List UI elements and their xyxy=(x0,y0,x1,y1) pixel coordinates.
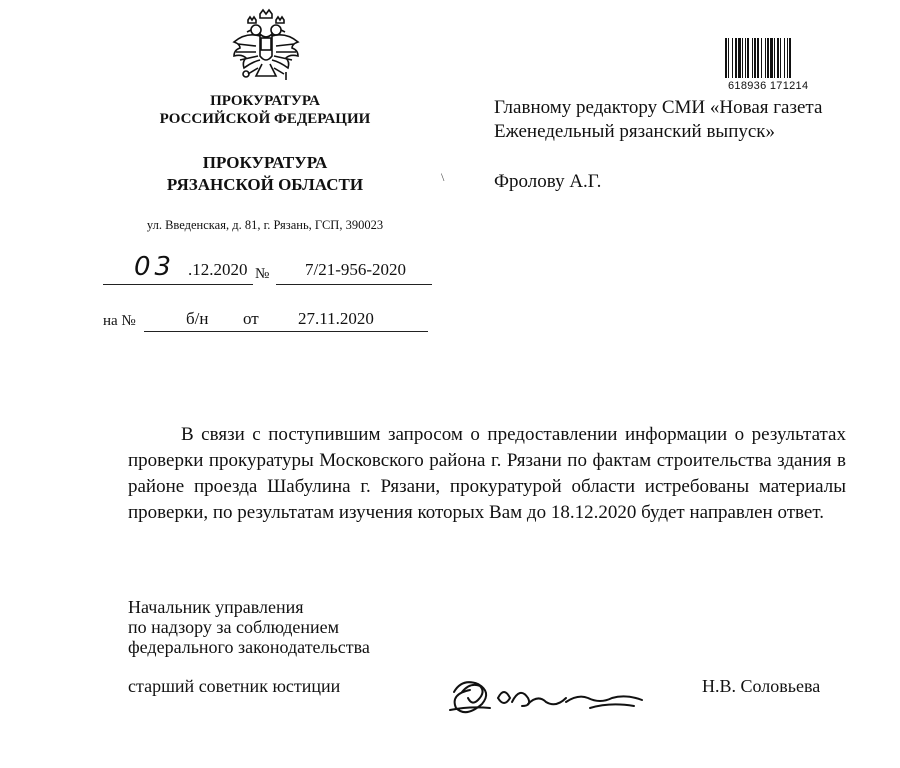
number-underline xyxy=(276,284,432,285)
sub-org-header xyxy=(130,152,400,196)
reply-from-label: от xyxy=(243,309,259,328)
outgoing-number: 7/21-956-2020 xyxy=(305,260,407,279)
sub-org-line-1: ПРОКУРАТУРА xyxy=(202,153,328,172)
signer-name: Н.В. Соловьева xyxy=(702,676,821,696)
signer-title xyxy=(128,597,370,657)
addressee-name: Фролову А.Г. xyxy=(494,171,602,192)
signer-title-line-1: Начальник управления xyxy=(128,597,304,617)
outgoing-date: .12.2020 xyxy=(188,260,248,279)
reply-date: 27.11.2020 xyxy=(298,309,374,328)
reply-number: б/н xyxy=(186,309,209,328)
reply-label: на № xyxy=(103,313,136,329)
date-underline xyxy=(103,284,253,285)
signer-title-line-3: федерального законодательства xyxy=(128,637,370,657)
addressee-line-2: Еженедельный рязанский выпуск» xyxy=(494,121,776,142)
signer-rank: старший советник юстиции xyxy=(128,676,341,696)
org-address: ул. Введенская, д. 81, г. Рязань, ГСП, 390023 xyxy=(146,218,384,232)
addressee-line-1: Главному редактору СМИ «Новая газета xyxy=(494,97,823,118)
org-line-2: РОССИЙСКОЙ ФЕДЕРАЦИИ xyxy=(159,111,371,127)
sub-org-line-2: РЯЗАНСКОЙ ОБЛАСТИ xyxy=(166,175,364,194)
signer-title-line-2: по надзору за соблюдением xyxy=(128,617,340,637)
margin-mark: \ xyxy=(441,170,445,184)
barcode-number: 618936 171214 xyxy=(728,80,809,92)
org-line-1: ПРОКУРАТУРА xyxy=(210,93,320,109)
reply-underline xyxy=(144,331,428,332)
number-sign: № xyxy=(255,266,270,282)
addressee-block xyxy=(494,96,874,194)
barcode-icon xyxy=(723,38,845,86)
coat-of-arms-icon xyxy=(230,8,302,84)
letter-body: В связи с поступившим запросом о предоставлении информации о результатах проверки прокуратуры Московского района г. Рязани по фактам строительства здания в районе проезда Шабулина г. Рязани, прокуратурой области истребованы материалы проверки, по результатам изучения которых Вам до 18.12.2020 будет направлен ответ. xyxy=(128,424,846,523)
org-header xyxy=(130,92,400,128)
handwritten-day: 03 xyxy=(134,252,176,282)
handwritten-signature-icon xyxy=(440,662,670,722)
